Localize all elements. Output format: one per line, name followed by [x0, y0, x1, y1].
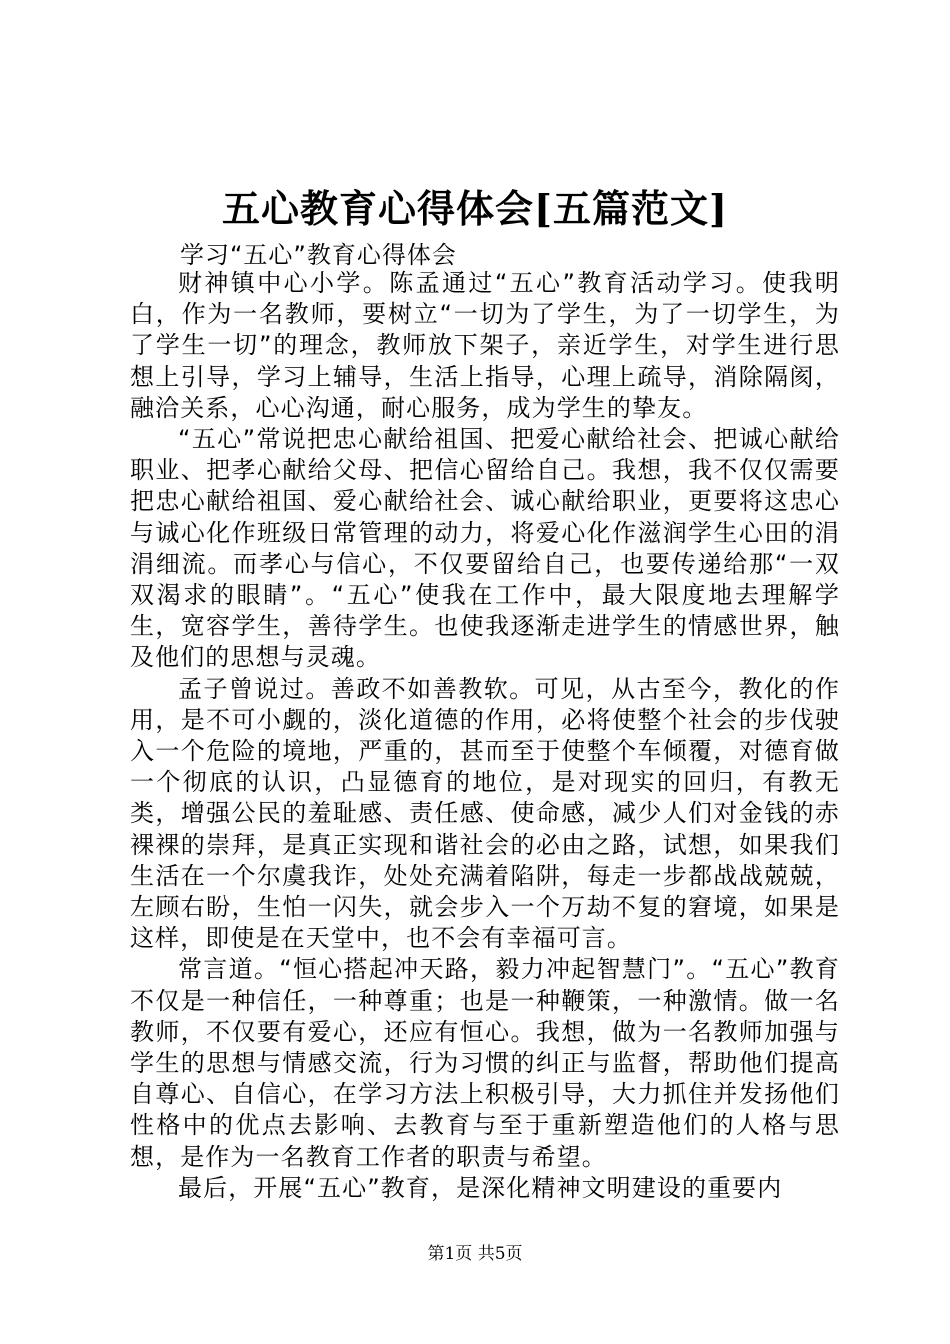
document-subtitle: 学习“五心”教育心得体会: [180, 241, 457, 269]
document-title: 五心教育心得体会[五篇范文]: [222, 186, 728, 231]
paragraph: “五心”常说把忠心献给祖国、把爱心献给社会、把诚心献给职业、把孝心献给父母、把信心留给自己。我想，我不仅仅需要把忠心献给祖国、爱心献给社会、诚心献给职业，更要将这忠心与诚心化作班级日常管理的动力，将爱心化作滋润学生心田的涓涓细流。而孝心与信心，不仅要留给自己，也要传递给那“一双双渴求的眼睛”。“五心”使我在工作中，最大限度地去理解学生，宽容学生，善待学生。也使我逐渐走进学生的情感世界，触及他们的思想与灵魂。: [130, 425, 840, 672]
paragraph: 最后，开展“五心”教育，是深化精神文明建设的重要内: [178, 1173, 783, 1202]
paragraph: 孟子曾说过。善政不如善教软。可见，从古至今，教化的作用，是不可小觑的，淡化道德的作用，必将使整个社会的步伐驶入一个危险的境地，严重的，甚而至于使整个车倾覆，对德育做一个彻底的认识，凸显德育的地位，是对现实的回归，有教无类，增强公民的羞耻感、责任感、使命感，减少人们对金钱的赤裸裸的崇拜，是真正实现和谐社会的必由之路，试想，如果我们生活在一个尔虞我诈，处处充满着陷阱，每走一步都战战兢兢，左顾右盼，生怕一闪失，就会步入一个万劫不复的窘境，如果是这样，即使是在天堂中，也不会有幸福可言。: [130, 674, 840, 953]
document-body: [130, 268, 840, 1204]
page-number-footer: 第1页 共5页: [427, 1244, 523, 1264]
paragraph: 财神镇中心小学。陈孟通过“五心”教育活动学习。使我明白，作为一名教师，要树立“一切为了学生，为了一切学生，为了学生一切”的理念，教师放下架子，亲近学生，对学生进行思想上引导，学习上辅导，生活上指导，心理上疏导，消除隔阂，融洽关系，心心沟通，耐心服务，成为学生的挚友。: [130, 269, 840, 422]
paragraph: 常言道。“恒心搭起冲天路，毅力冲起智慧门”。“五心”教育不仅是一种信任，一种尊重；也是一种鞭策，一种激情。做一名教师，不仅要有爱心，还应有恒心。我想，做为一名教师加强与学生的思想与情感交流，行为习惯的纠正与监督，帮助他们提高自尊心、自信心，在学习方法上积极引导，大力抓住并发扬他们性格中的优点去影响、去教育与至于重新塑造他们的人格与思想，是作为一名教育工作者的职责与希望。: [130, 955, 840, 1171]
